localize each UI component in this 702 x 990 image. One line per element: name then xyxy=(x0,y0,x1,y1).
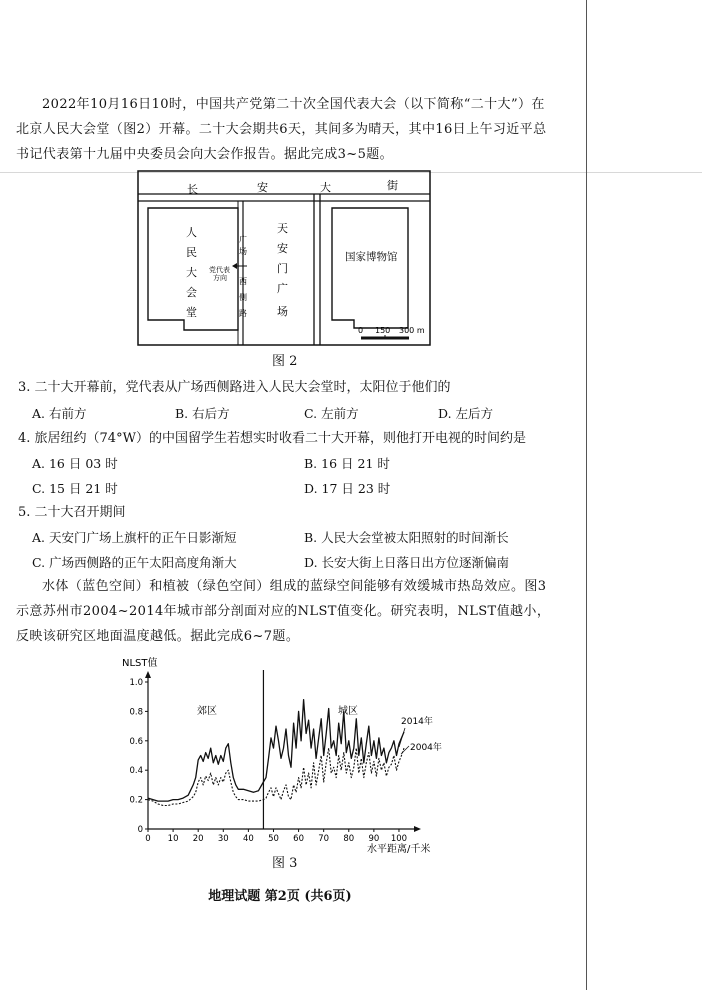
x-tick-label: 80 xyxy=(343,834,355,844)
q5-option-b: B. 人民大会堂被太阳照射的时间渐长 xyxy=(304,530,509,545)
museum-label: 国家博物馆 xyxy=(345,251,398,263)
x-tick-label: 20 xyxy=(192,834,204,844)
q4-option-c: C. 15 日 21 时 xyxy=(32,481,118,496)
q4-option-d: D. 17 日 23 时 xyxy=(304,481,391,496)
x-tick-label: 70 xyxy=(318,834,330,844)
y-tick-label: 0 xyxy=(137,825,143,835)
y-tick-label: 0.4 xyxy=(129,766,143,777)
square-char: 门 xyxy=(277,262,288,275)
q3-option-a: A. 右前方 xyxy=(32,406,87,421)
west-road-char: 西 xyxy=(239,277,247,286)
q5-option-a: A. 天安门广场上旗杆的正午日影渐短 xyxy=(32,530,237,545)
hall-char: 会 xyxy=(186,286,197,299)
scale-label: 150 xyxy=(375,326,391,335)
q5-option-d: D. 长安大街上日落日出方位逐渐偏南 xyxy=(304,555,510,570)
x-axis-label: 水平距离/千米 xyxy=(367,844,431,855)
delegate-direction-label: 党代表 xyxy=(209,266,230,274)
street-char: 安 xyxy=(257,181,268,194)
hall-char: 堂 xyxy=(186,306,197,319)
x-tick-label: 0 xyxy=(145,834,151,844)
museum-outline xyxy=(332,208,408,328)
street-char: 长 xyxy=(187,183,198,196)
street-char: 大 xyxy=(320,181,331,194)
q4-option-a: A. 16 日 03 时 xyxy=(32,456,118,471)
x-tick-label: 90 xyxy=(368,834,380,844)
q3-option-b: B. 右后方 xyxy=(175,406,230,421)
hall-char: 大 xyxy=(186,266,197,279)
figure-2-map xyxy=(137,170,431,346)
hall-char: 民 xyxy=(186,246,197,259)
q5-option-c: C. 广场西侧路的正午太阳高度角渐大 xyxy=(32,555,237,570)
west-road-char: 路 xyxy=(239,309,247,318)
figure-3-caption: 图 3 xyxy=(272,856,298,871)
q4-option-b: B. 16 日 21 时 xyxy=(304,456,390,471)
y-tick-label: 0.6 xyxy=(129,736,143,747)
region-label-urban: 城区 xyxy=(338,706,358,717)
square-char: 安 xyxy=(277,242,288,255)
page-footer: 地理试题 第2页 (共6页) xyxy=(208,889,352,904)
y-tick-label: 1.0 xyxy=(129,678,143,688)
x-tick-label: 60 xyxy=(293,834,304,844)
west-road-char: 场 xyxy=(239,247,247,256)
y-axis-arrow xyxy=(145,671,151,678)
scale-label: 0 xyxy=(358,326,364,335)
street-char: 街 xyxy=(387,179,398,192)
legend-2014: 2014年 xyxy=(401,717,433,727)
series-line-2014年 xyxy=(148,700,404,802)
legend-2004: 2004年 xyxy=(410,743,442,753)
square-char: 天 xyxy=(277,222,288,235)
figure-3-chart xyxy=(120,650,450,856)
y-tick-label: 0.2 xyxy=(129,795,143,806)
region-label-suburb: 郊区 xyxy=(197,706,217,717)
scale-label: 300 m xyxy=(399,326,425,335)
y-tick-label: 0.8 xyxy=(129,707,143,718)
question-5-stem: 5. 二十大召开期间 xyxy=(18,505,126,520)
question-3-stem: 3. 二十大开幕前，党代表从广场西侧路进入人民大会堂时，太阳位于他们的 xyxy=(18,380,451,395)
q3-option-c: C. 左前方 xyxy=(304,406,359,421)
hall-char: 人 xyxy=(186,226,197,239)
question-4-stem: 4. 旅居纽约（74°W）的中国留学生若想实时收看二十大开幕，则他打开电视的时间约是 xyxy=(18,431,526,446)
square-char: 广 xyxy=(277,282,288,295)
passage-2: 水体（蓝色空间）和植被（绿色空间）组成的蓝绿空间能够有效缓城市热岛效应。图3示意苏州市2004~2014年城市部分剖面对应的NLST值变化。研究表明，NLST值越小，反映该研究区地面温度越低。据此完成6~7题。 xyxy=(16,579,551,644)
figure-2-caption: 图 2 xyxy=(272,354,298,369)
passage-1: 2022年10月16日10时，中国共产党第二十次全国代表大会（以下简称“二十大”）在北京人民大会堂（图2）开幕。二十大会期共6天，其间多为晴天，其中16日上午习近平总书记代表第十九届中央委员会向大会作报告。据此完成3~5题。 xyxy=(16,97,547,162)
square-char: 场 xyxy=(277,305,288,318)
x-tick-label: 100 xyxy=(390,834,408,844)
x-tick-label: 40 xyxy=(242,834,254,844)
q3-option-d: D. 左后方 xyxy=(438,406,494,421)
delegate-direction-label: 方向 xyxy=(213,274,227,282)
x-axis-arrow xyxy=(414,826,421,832)
x-tick-label: 50 xyxy=(268,834,279,844)
y-axis-label: NLST值 xyxy=(122,658,158,669)
x-tick-label: 10 xyxy=(167,834,179,844)
west-road-char: 侧 xyxy=(239,293,247,302)
x-tick-label: 30 xyxy=(217,834,229,844)
page-edge xyxy=(586,0,587,990)
west-road-char: 广 xyxy=(239,235,247,244)
